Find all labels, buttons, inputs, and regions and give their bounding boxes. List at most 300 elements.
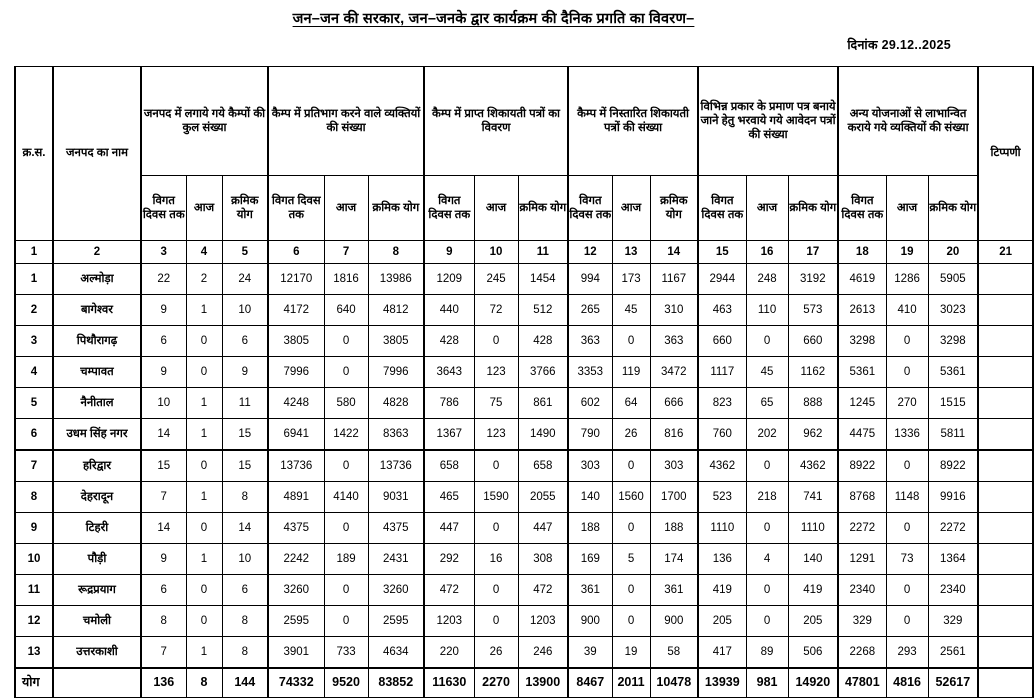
progress-table-container xyxy=(14,66,1021,698)
cell-c9: 292 xyxy=(424,544,474,575)
cell-c8: 4812 xyxy=(368,295,424,326)
table-header-main-row xyxy=(15,67,1033,176)
cell-c20: 5811 xyxy=(928,419,978,451)
cell-c19: 1148 xyxy=(886,482,928,513)
cell-c3: 9 xyxy=(141,357,186,388)
daily-progress-table xyxy=(14,66,1034,698)
subheader-today-3: आज xyxy=(474,176,518,241)
cell-c5: 15 xyxy=(222,450,268,482)
cell-c7: 189 xyxy=(324,544,368,575)
cell-c17: 660 xyxy=(788,326,838,357)
cell-c14: 816 xyxy=(650,419,698,451)
cell-c6: 4172 xyxy=(268,295,324,326)
cell-c8: 2431 xyxy=(368,544,424,575)
cell-c3: 9 xyxy=(141,544,186,575)
row-serial: 9 xyxy=(15,513,53,544)
cell-c14: 303 xyxy=(650,450,698,482)
cell-c17: 506 xyxy=(788,637,838,669)
column-number-20: 20 xyxy=(928,241,978,264)
cell-c15: 760 xyxy=(698,419,746,451)
row-remark xyxy=(978,295,1033,326)
cell-c5: 6 xyxy=(222,575,268,606)
cell-c4: 0 xyxy=(186,513,222,544)
subheader-today-1: आज xyxy=(186,176,222,241)
cell-c16: 0 xyxy=(746,513,788,544)
subheader-cumulative-6: क्रमिक योग xyxy=(928,176,978,241)
cell-c20: 3298 xyxy=(928,326,978,357)
cell-c6: 7996 xyxy=(268,357,324,388)
subheader-previous-3: विगत दिवस तक xyxy=(424,176,474,241)
cell-c6: 4248 xyxy=(268,388,324,419)
cell-c6: 13736 xyxy=(268,450,324,482)
cell-c18: 1245 xyxy=(838,388,886,419)
total-cell-c12: 8467 xyxy=(568,668,612,698)
cell-c14: 666 xyxy=(650,388,698,419)
row-serial: 4 xyxy=(15,357,53,388)
cell-c14: 1700 xyxy=(650,482,698,513)
cell-c11: 1203 xyxy=(518,606,568,637)
cell-c19: 270 xyxy=(886,388,928,419)
cell-c4: 0 xyxy=(186,357,222,388)
table-row xyxy=(15,388,1033,419)
cell-c9: 465 xyxy=(424,482,474,513)
cell-c16: 248 xyxy=(746,264,788,295)
cell-c5: 9 xyxy=(222,357,268,388)
row-district-name: अल्मोड़ा xyxy=(53,264,141,295)
cell-c6: 12170 xyxy=(268,264,324,295)
row-remark xyxy=(978,575,1033,606)
cell-c7: 0 xyxy=(324,575,368,606)
row-district-name: चम्पावत xyxy=(53,357,141,388)
cell-c12: 900 xyxy=(568,606,612,637)
cell-c19: 0 xyxy=(886,606,928,637)
subheader-today-5: आज xyxy=(746,176,788,241)
table-row xyxy=(15,295,1033,326)
cell-c4: 0 xyxy=(186,450,222,482)
cell-c13: 45 xyxy=(612,295,650,326)
cell-c4: 1 xyxy=(186,295,222,326)
table-row xyxy=(15,450,1033,482)
header-group-total-camps: जनपद में लगाये गये कैम्पों की कुल संख्या xyxy=(141,67,268,176)
cell-c13: 0 xyxy=(612,450,650,482)
table-row xyxy=(15,419,1033,451)
cell-c20: 5905 xyxy=(928,264,978,295)
cell-c20: 3023 xyxy=(928,295,978,326)
cell-c16: 0 xyxy=(746,606,788,637)
header-group-other-schemes: अन्य योजनाओं से लाभान्वित कराये गये व्यक्तियों की संख्या xyxy=(838,67,978,176)
cell-c13: 64 xyxy=(612,388,650,419)
cell-c17: 1110 xyxy=(788,513,838,544)
cell-c20: 329 xyxy=(928,606,978,637)
row-serial: 1 xyxy=(15,264,53,295)
cell-c16: 0 xyxy=(746,575,788,606)
subheader-cumulative-4: क्रमिक योग xyxy=(650,176,698,241)
column-number-18: 18 xyxy=(838,241,886,264)
cell-c11: 512 xyxy=(518,295,568,326)
cell-c4: 1 xyxy=(186,482,222,513)
cell-c6: 2242 xyxy=(268,544,324,575)
cell-c9: 220 xyxy=(424,637,474,669)
cell-c17: 419 xyxy=(788,575,838,606)
cell-c9: 786 xyxy=(424,388,474,419)
cell-c14: 174 xyxy=(650,544,698,575)
cell-c12: 140 xyxy=(568,482,612,513)
cell-c3: 6 xyxy=(141,575,186,606)
cell-c16: 0 xyxy=(746,450,788,482)
cell-c15: 417 xyxy=(698,637,746,669)
cell-c18: 4619 xyxy=(838,264,886,295)
column-number-12: 12 xyxy=(568,241,612,264)
cell-c5: 6 xyxy=(222,326,268,357)
cell-c18: 2268 xyxy=(838,637,886,669)
header-district: जनपद का नाम xyxy=(53,67,141,241)
cell-c10: 0 xyxy=(474,575,518,606)
cell-c13: 0 xyxy=(612,326,650,357)
subheader-previous-6: विगत दिवस तक xyxy=(838,176,886,241)
total-cell-c15: 13939 xyxy=(698,668,746,698)
cell-c7: 0 xyxy=(324,326,368,357)
cell-c7: 733 xyxy=(324,637,368,669)
row-remark xyxy=(978,264,1033,295)
cell-c8: 3805 xyxy=(368,326,424,357)
cell-c3: 10 xyxy=(141,388,186,419)
cell-c19: 0 xyxy=(886,326,928,357)
cell-c11: 308 xyxy=(518,544,568,575)
cell-c7: 0 xyxy=(324,606,368,637)
column-number-14: 14 xyxy=(650,241,698,264)
cell-c9: 1209 xyxy=(424,264,474,295)
row-remark xyxy=(978,637,1033,669)
subheader-previous-2: विगत दिवस तक xyxy=(268,176,324,241)
table-header-sub-row xyxy=(15,176,1033,241)
cell-c20: 9916 xyxy=(928,482,978,513)
cell-c4: 2 xyxy=(186,264,222,295)
cell-c3: 8 xyxy=(141,606,186,637)
row-remark xyxy=(978,450,1033,482)
cell-c20: 2561 xyxy=(928,637,978,669)
cell-c15: 136 xyxy=(698,544,746,575)
cell-c6: 4375 xyxy=(268,513,324,544)
cell-c13: 19 xyxy=(612,637,650,669)
cell-c3: 22 xyxy=(141,264,186,295)
subheader-previous-5: विगत दिवस तक xyxy=(698,176,746,241)
column-number-17: 17 xyxy=(788,241,838,264)
row-serial: 5 xyxy=(15,388,53,419)
cell-c10: 123 xyxy=(474,419,518,451)
cell-c17: 573 xyxy=(788,295,838,326)
cell-c4: 0 xyxy=(186,575,222,606)
cell-c8: 3260 xyxy=(368,575,424,606)
table-row xyxy=(15,575,1033,606)
cell-c17: 3192 xyxy=(788,264,838,295)
cell-c12: 265 xyxy=(568,295,612,326)
subheader-cumulative-2: क्रमिक योग xyxy=(368,176,424,241)
cell-c10: 0 xyxy=(474,606,518,637)
cell-c4: 0 xyxy=(186,606,222,637)
cell-c12: 303 xyxy=(568,450,612,482)
row-serial: 10 xyxy=(15,544,53,575)
cell-c10: 245 xyxy=(474,264,518,295)
cell-c4: 1 xyxy=(186,419,222,451)
cell-c11: 472 xyxy=(518,575,568,606)
column-number-19: 19 xyxy=(886,241,928,264)
cell-c13: 119 xyxy=(612,357,650,388)
cell-c5: 10 xyxy=(222,295,268,326)
cell-c12: 3353 xyxy=(568,357,612,388)
row-serial: 7 xyxy=(15,450,53,482)
row-serial: 6 xyxy=(15,419,53,451)
total-cell-c3: 136 xyxy=(141,668,186,698)
cell-c15: 4362 xyxy=(698,450,746,482)
cell-c13: 1560 xyxy=(612,482,650,513)
table-row xyxy=(15,326,1033,357)
table-row xyxy=(15,637,1033,669)
row-remark xyxy=(978,606,1033,637)
cell-c6: 3901 xyxy=(268,637,324,669)
cell-c15: 463 xyxy=(698,295,746,326)
subheader-previous-4: विगत दिवस तक xyxy=(568,176,612,241)
cell-c6: 6941 xyxy=(268,419,324,451)
total-cell-c16: 981 xyxy=(746,668,788,698)
subheader-cumulative-1: क्रमिक योग xyxy=(222,176,268,241)
cell-c15: 823 xyxy=(698,388,746,419)
date-label: दिनांक xyxy=(847,38,878,52)
cell-c7: 580 xyxy=(324,388,368,419)
cell-c14: 1167 xyxy=(650,264,698,295)
cell-c13: 0 xyxy=(612,513,650,544)
cell-c8: 7996 xyxy=(368,357,424,388)
cell-c15: 205 xyxy=(698,606,746,637)
cell-c4: 1 xyxy=(186,388,222,419)
cell-c12: 363 xyxy=(568,326,612,357)
cell-c18: 329 xyxy=(838,606,886,637)
cell-c3: 15 xyxy=(141,450,186,482)
header-group-complaints-resolved: कैम्प में निस्तारित शिकायती पत्रों की संख्या xyxy=(568,67,698,176)
cell-c8: 13736 xyxy=(368,450,424,482)
total-cell-c17: 14920 xyxy=(788,668,838,698)
total-cell-c8: 83852 xyxy=(368,668,424,698)
subheader-today-4: आज xyxy=(612,176,650,241)
table-row xyxy=(15,606,1033,637)
cell-c8: 9031 xyxy=(368,482,424,513)
row-remark xyxy=(978,326,1033,357)
cell-c16: 218 xyxy=(746,482,788,513)
cell-c8: 4375 xyxy=(368,513,424,544)
column-number-8: 8 xyxy=(368,241,424,264)
row-district-name: पिथौरागढ़ xyxy=(53,326,141,357)
cell-c7: 0 xyxy=(324,513,368,544)
subheader-cumulative-5: क्रमिक योग xyxy=(788,176,838,241)
cell-c19: 0 xyxy=(886,513,928,544)
column-number-1: 1 xyxy=(15,241,53,264)
cell-c19: 293 xyxy=(886,637,928,669)
cell-c8: 4634 xyxy=(368,637,424,669)
row-district-name: उत्तरकाशी xyxy=(53,637,141,669)
cell-c8: 4828 xyxy=(368,388,424,419)
cell-c11: 861 xyxy=(518,388,568,419)
cell-c4: 1 xyxy=(186,544,222,575)
cell-c11: 447 xyxy=(518,513,568,544)
total-label: योग xyxy=(15,668,53,698)
column-number-16: 16 xyxy=(746,241,788,264)
cell-c14: 361 xyxy=(650,575,698,606)
subheader-previous-1: विगत दिवस तक xyxy=(141,176,186,241)
cell-c11: 1454 xyxy=(518,264,568,295)
cell-c20: 2340 xyxy=(928,575,978,606)
cell-c18: 2340 xyxy=(838,575,886,606)
cell-c18: 1291 xyxy=(838,544,886,575)
cell-c9: 472 xyxy=(424,575,474,606)
cell-c9: 428 xyxy=(424,326,474,357)
cell-c12: 790 xyxy=(568,419,612,451)
cell-c15: 660 xyxy=(698,326,746,357)
cell-c20: 5361 xyxy=(928,357,978,388)
cell-c14: 58 xyxy=(650,637,698,669)
cell-c7: 1816 xyxy=(324,264,368,295)
column-number-2: 2 xyxy=(53,241,141,264)
cell-c3: 7 xyxy=(141,637,186,669)
column-number-11: 11 xyxy=(518,241,568,264)
cell-c17: 205 xyxy=(788,606,838,637)
total-cell-c18: 47801 xyxy=(838,668,886,698)
total-cell-c19: 4816 xyxy=(886,668,928,698)
cell-c20: 1364 xyxy=(928,544,978,575)
row-serial: 3 xyxy=(15,326,53,357)
header-group-participants: कैम्प में प्रतिभाग करने वाले व्यक्तियों की संख्या xyxy=(268,67,424,176)
cell-c12: 188 xyxy=(568,513,612,544)
cell-c10: 75 xyxy=(474,388,518,419)
total-district-blank xyxy=(53,668,141,698)
cell-c14: 363 xyxy=(650,326,698,357)
cell-c5: 10 xyxy=(222,544,268,575)
cell-c5: 24 xyxy=(222,264,268,295)
column-number-4: 4 xyxy=(186,241,222,264)
cell-c18: 5361 xyxy=(838,357,886,388)
cell-c4: 0 xyxy=(186,326,222,357)
subheader-today-6: आज xyxy=(886,176,928,241)
header-group-certificate-applications: विभिन्न प्रकार के प्रमाण पत्र बनाये जाने हेतु भरवाये गये आवेदन पत्रों की संख्या xyxy=(698,67,838,176)
row-district-name: बागेश्वर xyxy=(53,295,141,326)
cell-c7: 1422 xyxy=(324,419,368,451)
cell-c5: 11 xyxy=(222,388,268,419)
header-group-complaints-received: कैम्प में प्राप्त शिकायती पत्रों का विवरण xyxy=(424,67,568,176)
cell-c9: 447 xyxy=(424,513,474,544)
cell-c19: 1286 xyxy=(886,264,928,295)
cell-c10: 26 xyxy=(474,637,518,669)
cell-c18: 2613 xyxy=(838,295,886,326)
cell-c8: 13986 xyxy=(368,264,424,295)
cell-c5: 14 xyxy=(222,513,268,544)
row-district-name: हरिद्वार xyxy=(53,450,141,482)
cell-c8: 8363 xyxy=(368,419,424,451)
cell-c7: 4140 xyxy=(324,482,368,513)
cell-c9: 1367 xyxy=(424,419,474,451)
page-title: जन–जन की सरकार, जन–जनके द्वार कार्यक्रम की दैनिक प्रगति का विवरण– xyxy=(292,11,695,27)
row-district-name: नैनीताल xyxy=(53,388,141,419)
cell-c13: 26 xyxy=(612,419,650,451)
cell-c3: 14 xyxy=(141,513,186,544)
table-row xyxy=(15,544,1033,575)
cell-c13: 0 xyxy=(612,575,650,606)
cell-c16: 0 xyxy=(746,326,788,357)
cell-c11: 1490 xyxy=(518,419,568,451)
row-serial: 13 xyxy=(15,637,53,669)
cell-c20: 8922 xyxy=(928,450,978,482)
row-district-name: टिहरी xyxy=(53,513,141,544)
cell-c10: 1590 xyxy=(474,482,518,513)
cell-c10: 72 xyxy=(474,295,518,326)
cell-c19: 1336 xyxy=(886,419,928,451)
cell-c5: 15 xyxy=(222,419,268,451)
cell-c18: 8922 xyxy=(838,450,886,482)
total-cell-c11: 13900 xyxy=(518,668,568,698)
cell-c17: 888 xyxy=(788,388,838,419)
column-number-6: 6 xyxy=(268,241,324,264)
row-district-name: पौड़ी xyxy=(53,544,141,575)
cell-c19: 410 xyxy=(886,295,928,326)
column-number-3: 3 xyxy=(141,241,186,264)
cell-c11: 2055 xyxy=(518,482,568,513)
cell-c16: 202 xyxy=(746,419,788,451)
cell-c18: 8768 xyxy=(838,482,886,513)
subheader-cumulative-3: क्रमिक योग xyxy=(518,176,568,241)
total-cell-c13: 2011 xyxy=(612,668,650,698)
document-date xyxy=(0,28,987,53)
row-serial: 12 xyxy=(15,606,53,637)
cell-c17: 741 xyxy=(788,482,838,513)
table-column-number-row xyxy=(15,241,1033,264)
cell-c15: 2944 xyxy=(698,264,746,295)
total-cell-c9: 11630 xyxy=(424,668,474,698)
cell-c14: 900 xyxy=(650,606,698,637)
cell-c20: 1515 xyxy=(928,388,978,419)
header-serial: क्र.स. xyxy=(15,67,53,241)
cell-c16: 89 xyxy=(746,637,788,669)
table-body xyxy=(15,264,1033,698)
column-number-15: 15 xyxy=(698,241,746,264)
row-remark xyxy=(978,357,1033,388)
cell-c11: 428 xyxy=(518,326,568,357)
row-serial: 8 xyxy=(15,482,53,513)
column-number-7: 7 xyxy=(324,241,368,264)
row-remark xyxy=(978,419,1033,451)
cell-c9: 1203 xyxy=(424,606,474,637)
cell-c6: 4891 xyxy=(268,482,324,513)
cell-c3: 14 xyxy=(141,419,186,451)
cell-c11: 246 xyxy=(518,637,568,669)
cell-c6: 2595 xyxy=(268,606,324,637)
total-cell-c14: 10478 xyxy=(650,668,698,698)
cell-c19: 0 xyxy=(886,450,928,482)
total-cell-c7: 9520 xyxy=(324,668,368,698)
cell-c12: 169 xyxy=(568,544,612,575)
total-cell-c6: 74332 xyxy=(268,668,324,698)
row-serial: 2 xyxy=(15,295,53,326)
cell-c13: 5 xyxy=(612,544,650,575)
cell-c14: 188 xyxy=(650,513,698,544)
cell-c7: 0 xyxy=(324,357,368,388)
total-cell-c5: 144 xyxy=(222,668,268,698)
cell-c16: 110 xyxy=(746,295,788,326)
cell-c20: 2272 xyxy=(928,513,978,544)
cell-c7: 640 xyxy=(324,295,368,326)
cell-c17: 4362 xyxy=(788,450,838,482)
subheader-today-2: आज xyxy=(324,176,368,241)
cell-c9: 3643 xyxy=(424,357,474,388)
total-cell-c20: 52617 xyxy=(928,668,978,698)
table-row xyxy=(15,264,1033,295)
cell-c13: 0 xyxy=(612,606,650,637)
